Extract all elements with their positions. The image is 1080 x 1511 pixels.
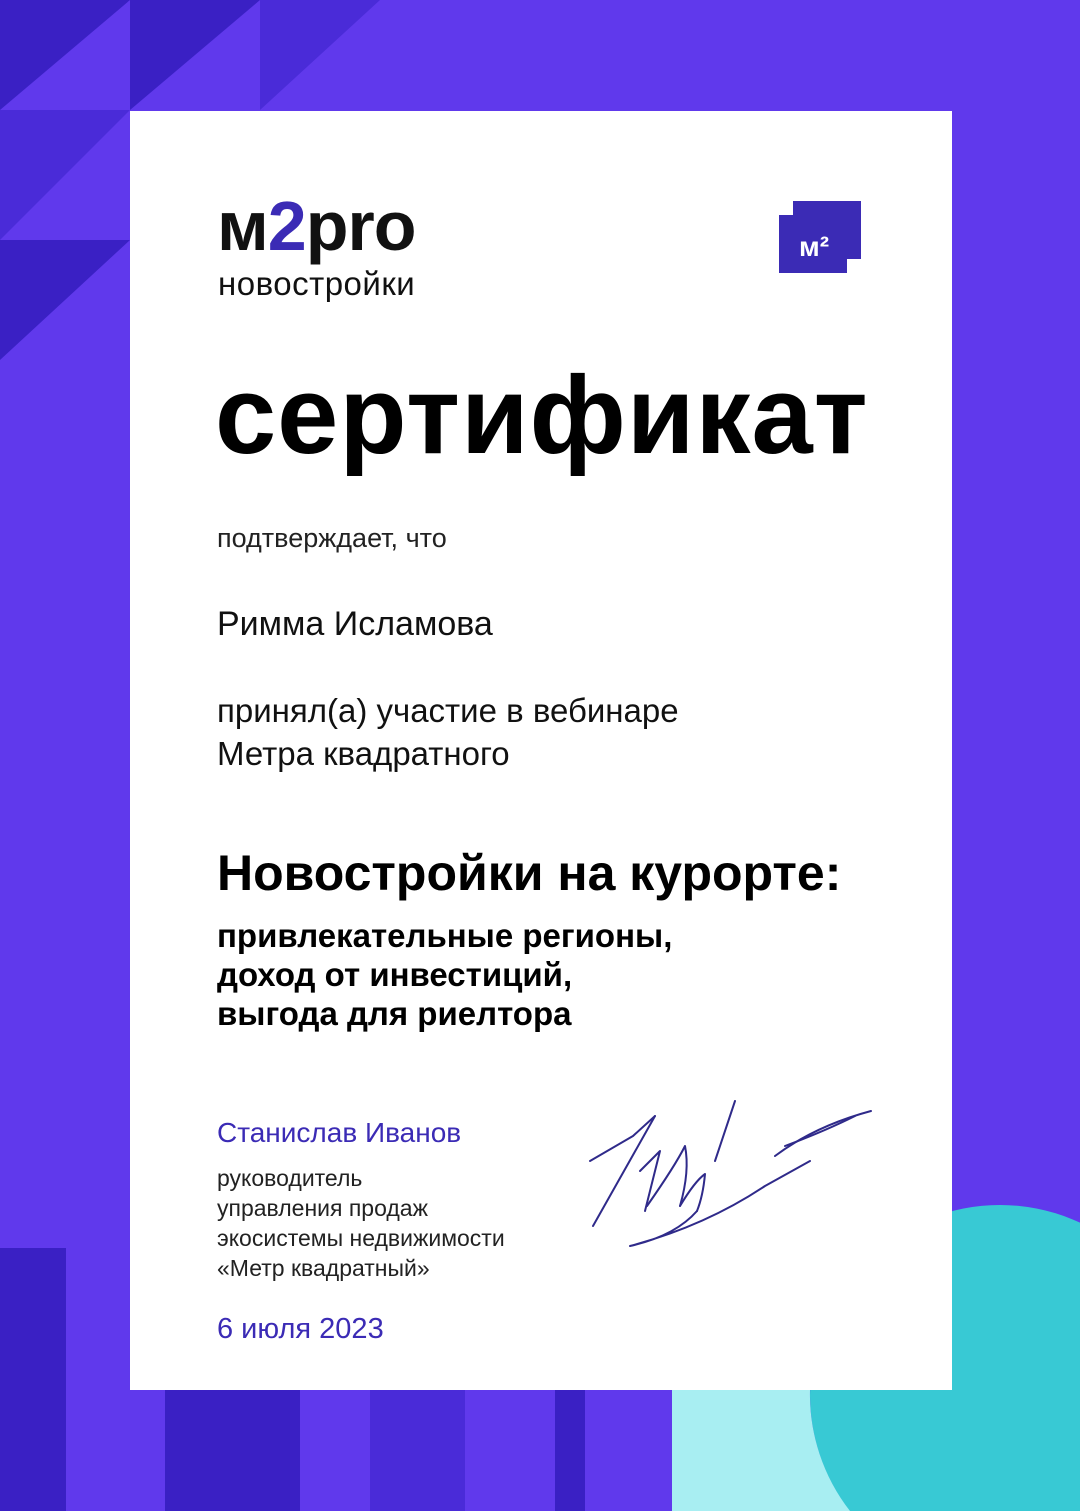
participation-line: принял(а) участие в вебинаре (217, 692, 679, 729)
webinar-subtitle-line: привлекательные регионы, (217, 917, 673, 954)
webinar-subtitle-line: выгода для риелтора (217, 995, 572, 1032)
signer-role (217, 1163, 617, 1283)
certificate-card (130, 111, 952, 1390)
signer-role-line: управления продаж (217, 1195, 428, 1221)
webinar-title: Новостройки на курорте: (217, 845, 842, 901)
recipient-name: Римма Исламова (217, 605, 493, 643)
badge-text: м² (799, 231, 830, 262)
signer-role-line: экосистемы недвижимости (217, 1225, 505, 1251)
logo-subtitle: новостройки (218, 265, 416, 302)
confirms-text: подтверждает, что (217, 523, 447, 553)
participation-text (217, 689, 917, 775)
webinar-subtitle-line: доход от инвестиций, (217, 956, 573, 993)
m2pro-logo (217, 187, 416, 265)
logo-accent: 2 (267, 187, 306, 265)
participation-line: Метра квадратного (217, 735, 510, 772)
signer-name: Станислав Иванов (217, 1117, 462, 1148)
certificate-title: сертификат (215, 354, 869, 477)
logo-suffix: pro (305, 187, 416, 265)
webinar-subtitle (217, 916, 917, 1033)
certificate-date: 6 июля 2023 (217, 1313, 384, 1345)
logo-prefix: м (217, 187, 268, 265)
signature-image (585, 1086, 885, 1256)
signer-role-line: «Метр квадратный» (217, 1255, 430, 1281)
m2-badge-icon (779, 201, 861, 273)
signer-role-line: руководитель (217, 1165, 363, 1191)
